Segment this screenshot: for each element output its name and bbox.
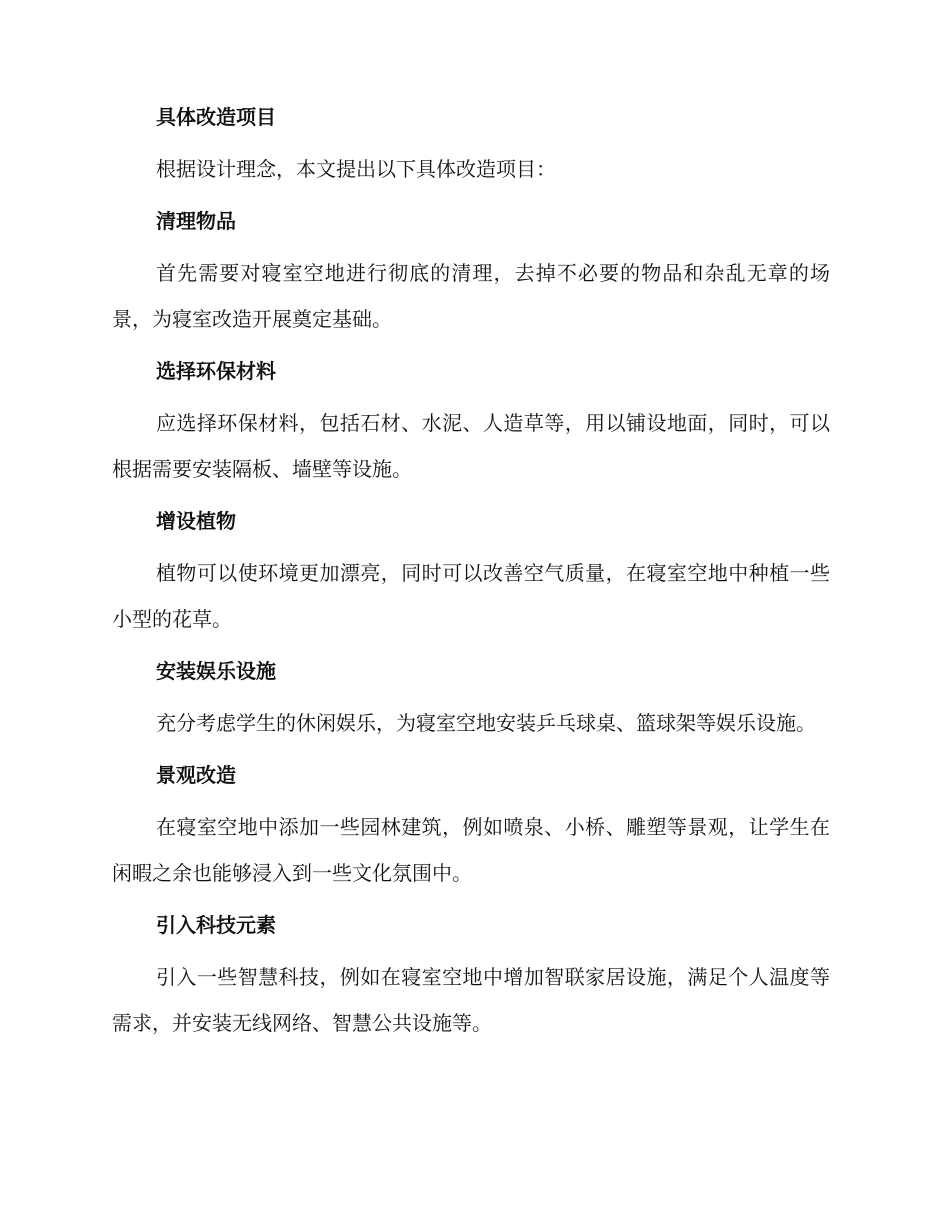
section-heading: 清理物品 (156, 209, 236, 233)
paragraph: 根据设计理念，本文提出以下具体改造项目： (156, 157, 556, 181)
paragraph: 引入一些智慧科技，例如在寝室空地中增加智联家居设施，满足个人温度等需求，并安装无线网络、智慧公共设施等。 (112, 965, 830, 1035)
section-heading: 增设植物 (156, 509, 236, 533)
section-heading: 安装娱乐设施 (156, 659, 276, 683)
document-body (112, 102, 830, 1060)
paragraph: 首先需要对寝室空地进行彻底的清理，去掉不必要的物品和杂乱无章的场景，为寝室改造开展奠定基础。 (112, 261, 830, 331)
section-heading: 引入科技元素 (156, 913, 276, 937)
section-heading: 具体改造项目 (156, 105, 276, 129)
section-heading: 景观改造 (156, 763, 236, 787)
paragraph: 应选择环保材料，包括石材、水泥、人造草等，用以铺设地面，同时，可以根据需要安装隔板、墙壁等设施。 (112, 411, 830, 481)
paragraph: 在寝室空地中添加一些园林建筑，例如喷泉、小桥、雕塑等景观，让学生在闲暇之余也能够浸入到一些文化氛围中。 (112, 815, 830, 885)
paragraph: 植物可以使环境更加漂亮，同时可以改善空气质量，在寝室空地中种植一些小型的花草。 (112, 561, 830, 631)
section-heading: 选择环保材料 (156, 359, 276, 383)
paragraph: 充分考虑学生的休闲娱乐，为寝室空地安装乒乓球桌、篮球架等娱乐设施。 (156, 711, 816, 735)
